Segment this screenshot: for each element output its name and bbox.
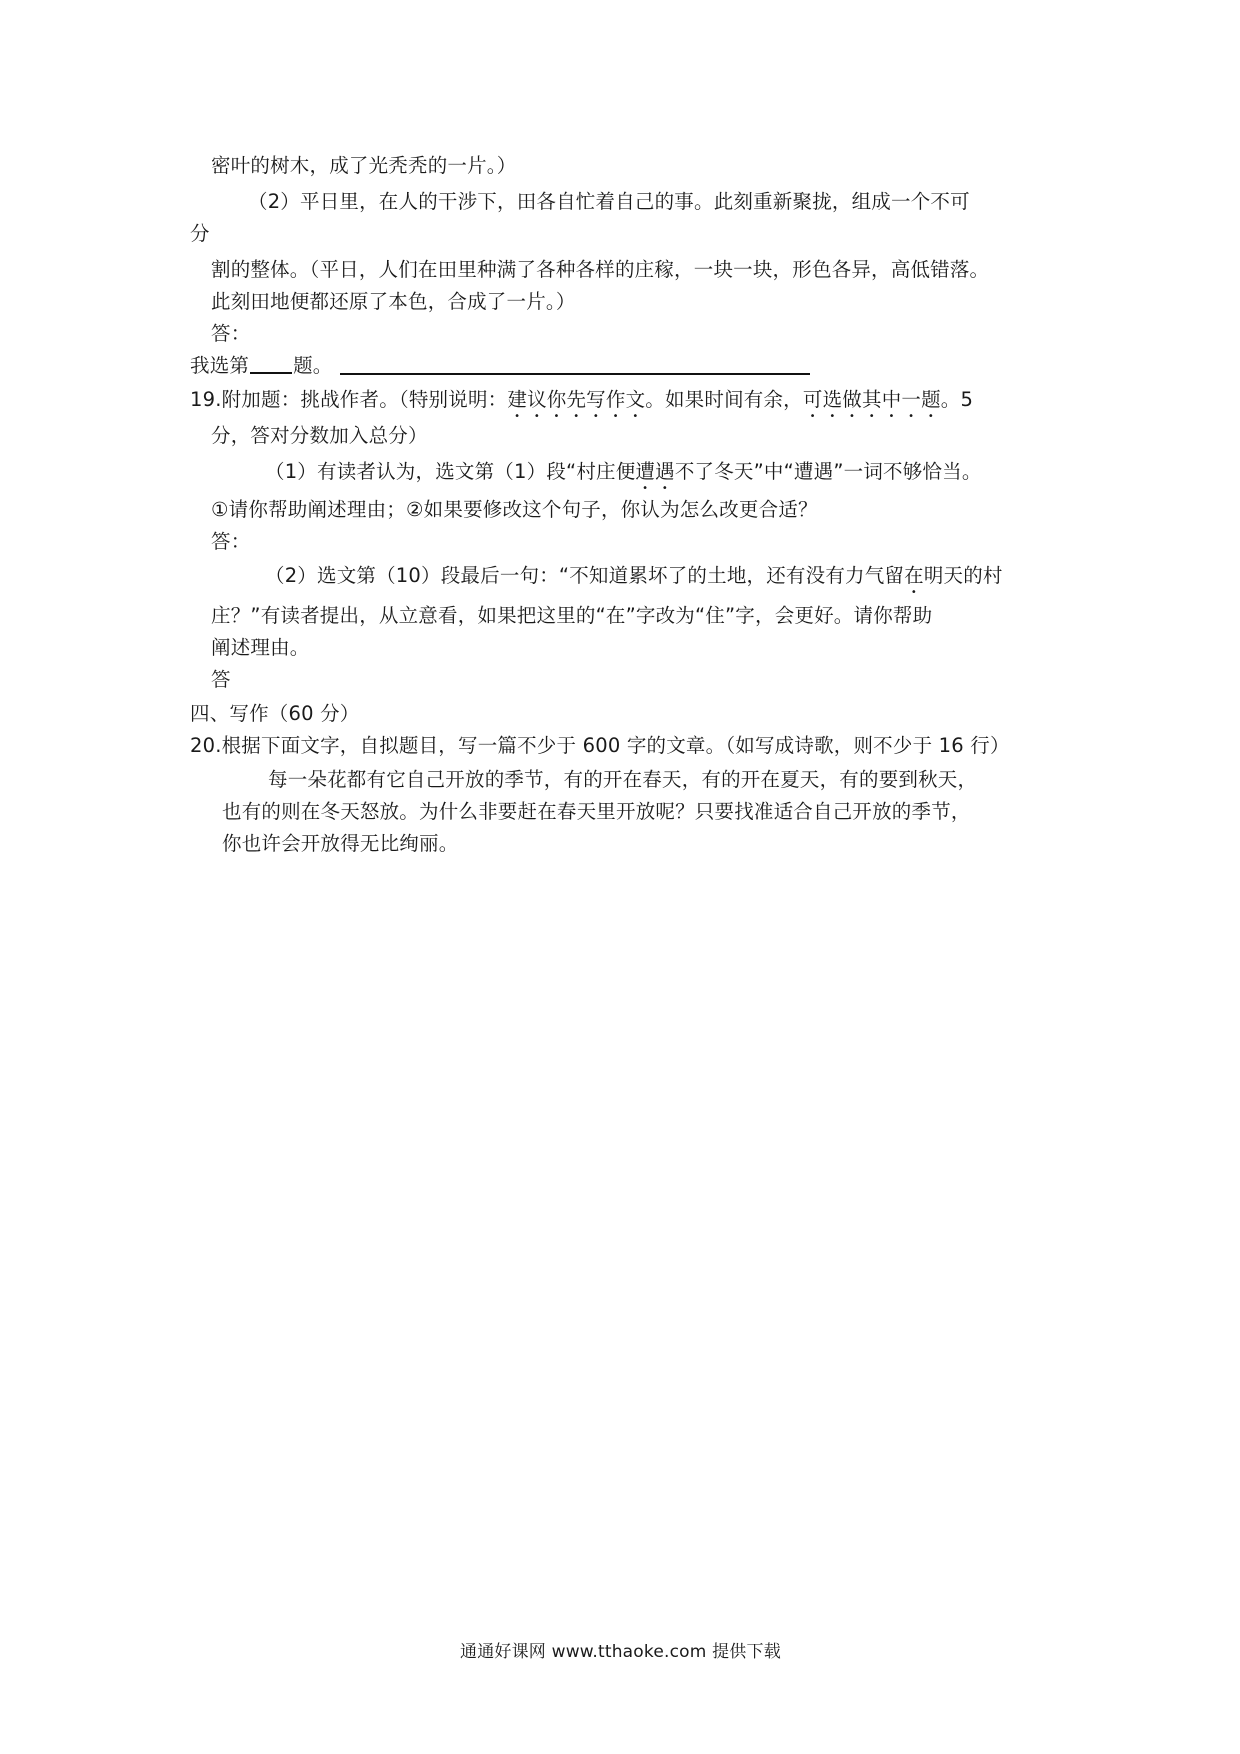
answer-underline[interactable] [340,373,810,375]
answer-label: 答： [211,530,251,553]
choice-suffix: 题。 [293,354,333,377]
answer-label: 答 [211,668,231,691]
q19-2-text: （2）选文第（10）段最后一句：“不知道累坏了的土地，还有没有力气留 [265,564,905,587]
text-line: 此刻田地便都还原了本色，合成了一片。） [211,290,576,313]
q19-1-emphasis: 遭遇 [635,460,675,483]
question-19-1 [265,460,982,494]
question-19-2 [265,564,1003,598]
text-line: 密叶的树木，成了光秃秃的一片。） [211,154,517,177]
q19-2-text-end: 明天的村 [923,564,1003,587]
text-line: 分，答对分数加入总分） [211,424,428,447]
text-line: 庄？”有读者提出，从立意看，如果把这里的“在”字改为“住”字，会更好。请你帮助 [211,604,933,627]
q19-emphasis-1: 建议你先写作文 [507,388,646,411]
q19-emphasis-2: 可选做其中一题 [802,388,941,411]
text-line: （2）平日里，在人的干涉下，田各自忙着自己的事。此刻重新聚拢，组成一个不可 [248,190,970,213]
prompt-line: 每一朵花都有它自己开放的季节，有的开在春天，有的开在夏天，有的要到秋天， [268,768,978,791]
text-line: 分 [190,222,210,245]
prompt-line: 也有的则在冬天怒放。为什么非要赶在春天里开放呢？只要找准适合自己开放的季节， [222,800,971,823]
choice-blank[interactable] [250,354,292,374]
choice-line [190,354,333,378]
question-19-title [190,388,973,422]
answer-label: 答： [211,322,251,345]
text-line: 阐述理由。 [211,636,310,659]
q19-1-text-end: 不了冬天”中“遭遇”一词不够恰当。 [674,460,982,483]
q19-score: 。5 [940,388,974,411]
choice-prefix: 我选第 [190,354,250,377]
page-footer: 通通好课网 www.tthaoke.com 提供下载 [460,1642,781,1662]
q19-1-text: （1）有读者认为，选文第（1）段“村庄便 [265,460,636,483]
section-heading: 四、写作（60 分） [190,702,360,725]
prompt-line: 你也许会开放得无比绚丽。 [222,832,459,855]
q19-middle: 。如果时间有余， [645,388,803,411]
text-line: ①请你帮助阐述理由；②如果要修改这个句子，你认为怎么改更合适？ [211,498,818,521]
q19-intro: 19.附加题：挑战作者。（特别说明： [190,388,508,411]
text-line: 割的整体。（平日，人们在田里种满了各种各样的庄稼，一块一块，形色各异，高低错落。 [211,258,990,281]
q19-2-emphasis: 在 [904,564,924,587]
question-20-title: 20.根据下面文字，自拟题目，写一篇不少于 600 字的文章。（如写成诗歌，则不少于 16 行） [190,734,1010,757]
